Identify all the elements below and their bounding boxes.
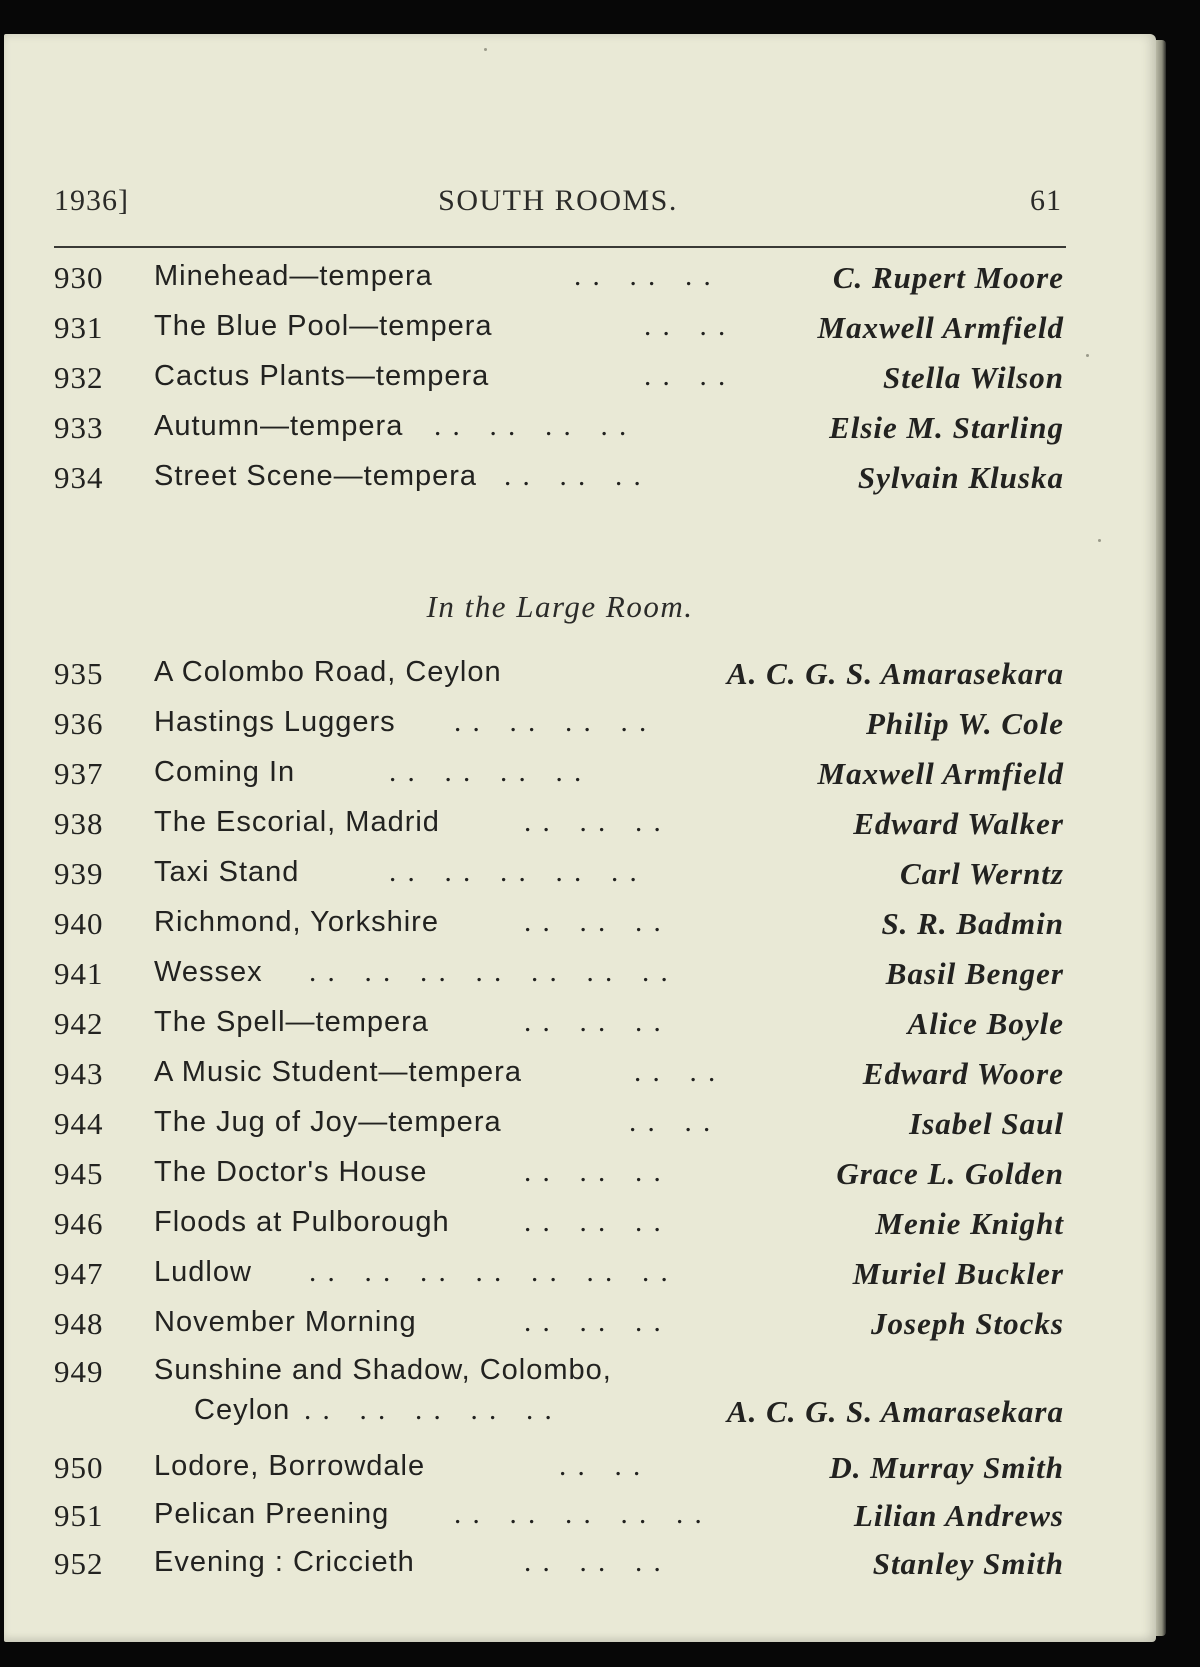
entry-number: 938 bbox=[54, 806, 104, 841]
entry-title: Street Scene—tempera bbox=[154, 460, 478, 492]
entry-artist: Philip W. Cole bbox=[865, 706, 1064, 741]
entry-title: Richmond, Yorkshire bbox=[154, 906, 439, 938]
leader-dots: . . . . bbox=[559, 1450, 643, 1482]
catalogue-entry-941 bbox=[54, 956, 1064, 1002]
entry-title: Lodore, Borrowdale bbox=[154, 1450, 426, 1482]
entry-number: 946 bbox=[54, 1206, 104, 1241]
entry-number: 945 bbox=[54, 1156, 104, 1191]
leader-dots: . . . . . . bbox=[574, 260, 713, 292]
leader-dots: . . . . . . bbox=[504, 460, 643, 492]
entry-title: Wessex bbox=[154, 956, 263, 988]
entry-artist: A. C. G. S. Amarasekara bbox=[726, 656, 1064, 691]
entry-artist: D. Murray Smith bbox=[829, 1450, 1064, 1485]
entry-title: The Jug of Joy—tempera bbox=[154, 1106, 502, 1138]
section-heading: In the Large Room. bbox=[426, 589, 694, 624]
entry-number: 930 bbox=[54, 260, 104, 295]
entry-title: The Escorial, Madrid bbox=[154, 806, 440, 838]
entry-number: 950 bbox=[54, 1450, 104, 1485]
header-rule bbox=[54, 246, 1066, 248]
catalogue-entry-951 bbox=[54, 1498, 1064, 1544]
entry-number: 939 bbox=[54, 856, 104, 891]
entry-title: Hastings Luggers bbox=[154, 706, 396, 738]
entry-title: The Doctor's House bbox=[154, 1156, 428, 1188]
entry-artist: Basil Benger bbox=[885, 956, 1064, 991]
leader-dots: . . . . . . bbox=[524, 806, 663, 838]
entry-number: 941 bbox=[54, 956, 104, 991]
catalogue-entry-938 bbox=[54, 806, 1064, 852]
entry-number: 934 bbox=[54, 460, 104, 495]
page-edge bbox=[1156, 40, 1166, 1636]
catalogue-entry-936 bbox=[54, 706, 1064, 752]
leader-dots: . . . . bbox=[629, 1106, 713, 1138]
entry-number: 937 bbox=[54, 756, 104, 791]
leader-dots: . . . . . . bbox=[524, 906, 663, 938]
entry-number: 943 bbox=[54, 1056, 104, 1091]
entry-number: 942 bbox=[54, 1006, 104, 1041]
entry-title: Autumn—tempera bbox=[154, 410, 404, 442]
entry-title: Coming In bbox=[154, 756, 296, 788]
entry-artist: Elsie M. Starling bbox=[829, 410, 1064, 445]
leader-dots: . . . . bbox=[634, 1056, 718, 1088]
leader-dots: . . . . . . . . bbox=[389, 756, 584, 788]
entry-artist: S. R. Badmin bbox=[881, 906, 1064, 941]
entry-title: Taxi Stand bbox=[154, 856, 300, 888]
catalogue-entry-942 bbox=[54, 1006, 1064, 1052]
entry-title: The Spell—tempera bbox=[154, 1006, 429, 1038]
entry-number: 944 bbox=[54, 1106, 104, 1141]
entry-artist: Stella Wilson bbox=[883, 360, 1064, 395]
entry-number: 949 bbox=[54, 1354, 104, 1389]
entry-artist: Joseph Stocks bbox=[871, 1306, 1064, 1341]
entry-artist: Menie Knight bbox=[875, 1206, 1064, 1241]
leader-dots: . . . . bbox=[644, 310, 728, 342]
paper-speck bbox=[1098, 539, 1101, 542]
leader-dots: . . . . . . bbox=[524, 1306, 663, 1338]
entry-title: Cactus Plants—tempera bbox=[154, 360, 490, 392]
catalogue-entry-939 bbox=[54, 856, 1064, 902]
header-year: 1936] bbox=[54, 184, 129, 217]
catalogue-entry-947 bbox=[54, 1256, 1064, 1302]
entry-title: Sunshine and Shadow, Colombo, bbox=[154, 1354, 612, 1386]
catalogue-entry-935 bbox=[54, 656, 1064, 702]
entry-number: 933 bbox=[54, 410, 104, 445]
catalogue-entry-937 bbox=[54, 756, 1064, 802]
entry-artist: Alice Boyle bbox=[907, 1006, 1064, 1041]
entry-artist: C. Rupert Moore bbox=[832, 260, 1064, 295]
catalogue-entry-945 bbox=[54, 1156, 1064, 1202]
catalogue-entry-952 bbox=[54, 1546, 1064, 1592]
paper-speck bbox=[1086, 354, 1089, 357]
entry-artist: Isabel Saul bbox=[909, 1106, 1064, 1141]
entry-title: A Colombo Road, Ceylon bbox=[154, 656, 502, 688]
entry-number: 947 bbox=[54, 1256, 104, 1291]
entry-title-continued: Ceylon bbox=[194, 1394, 291, 1426]
leader-dots: . . . . . . . . . . bbox=[454, 1498, 704, 1530]
entry-number: 935 bbox=[54, 656, 104, 691]
catalogue-entry-944 bbox=[54, 1106, 1064, 1152]
entry-title: Pelican Preening bbox=[154, 1498, 390, 1530]
entry-artist: Grace L. Golden bbox=[836, 1156, 1064, 1191]
catalogue-entry-943 bbox=[54, 1056, 1064, 1102]
entry-title: Minehead—tempera bbox=[154, 260, 433, 292]
catalogue-entry-948 bbox=[54, 1306, 1064, 1352]
entry-artist: Lilian Andrews bbox=[853, 1498, 1064, 1533]
entry-title: The Blue Pool—tempera bbox=[154, 310, 493, 342]
entry-artist: Maxwell Armfield bbox=[817, 310, 1064, 345]
entry-number: 948 bbox=[54, 1306, 104, 1341]
leader-dots: . . . . . . . . . . bbox=[389, 856, 639, 888]
entry-title: November Morning bbox=[154, 1306, 417, 1338]
catalogue-entry-950 bbox=[54, 1450, 1064, 1496]
leader-dots: . . . . . . . . . . bbox=[304, 1394, 554, 1426]
entry-artist: Maxwell Armfield bbox=[817, 756, 1064, 791]
entry-artist: Muriel Buckler bbox=[852, 1256, 1064, 1291]
leader-dots: . . . . bbox=[644, 360, 728, 392]
entry-title: Ludlow bbox=[154, 1256, 252, 1288]
catalogue-entry-930 bbox=[54, 260, 1064, 306]
catalogue-entry-932 bbox=[54, 360, 1064, 406]
entry-artist: Edward Woore bbox=[862, 1056, 1064, 1091]
leader-dots: . . . . . . bbox=[524, 1006, 663, 1038]
entry-number: 932 bbox=[54, 360, 104, 395]
entry-number: 951 bbox=[54, 1498, 104, 1533]
entry-number: 940 bbox=[54, 906, 104, 941]
entry-title: Floods at Pulborough bbox=[154, 1206, 450, 1238]
catalogue-entry-946 bbox=[54, 1206, 1064, 1252]
entry-number: 931 bbox=[54, 310, 104, 345]
entry-artist: Stanley Smith bbox=[872, 1546, 1064, 1581]
catalogue-entry-934 bbox=[54, 460, 1064, 506]
catalogue-page bbox=[4, 34, 1156, 1642]
leader-dots: . . . . . . . . bbox=[434, 410, 629, 442]
entry-number: 952 bbox=[54, 1546, 104, 1581]
leader-dots: . . . . . . bbox=[524, 1156, 663, 1188]
entry-artist: Edward Walker bbox=[853, 806, 1064, 841]
entry-artist: Sylvain Kluska bbox=[857, 460, 1064, 495]
paper-speck bbox=[484, 48, 487, 51]
catalogue-entry-933 bbox=[54, 410, 1064, 456]
page-number: 61 bbox=[1030, 184, 1062, 217]
leader-dots: . . . . . . . . . . . . . . bbox=[309, 1256, 670, 1288]
leader-dots: . . . . . . bbox=[524, 1206, 663, 1238]
entry-artist: Carl Werntz bbox=[899, 856, 1064, 891]
entry-title: Evening : Criccieth bbox=[154, 1546, 415, 1578]
leader-dots: . . . . . . bbox=[524, 1546, 663, 1578]
leader-dots: . . . . . . . . . . . . . . bbox=[309, 956, 670, 988]
leader-dots: . . . . . . . . bbox=[454, 706, 649, 738]
entry-artist: A. C. G. S. Amarasekara bbox=[726, 1394, 1064, 1429]
catalogue-entry-949 bbox=[54, 1354, 1064, 1450]
running-header bbox=[54, 184, 1062, 224]
entry-title: A Music Student—tempera bbox=[154, 1056, 522, 1088]
catalogue-entry-931 bbox=[54, 310, 1064, 356]
catalogue-entry-940 bbox=[54, 906, 1064, 952]
header-title: SOUTH ROOMS. bbox=[438, 184, 678, 217]
entry-number: 936 bbox=[54, 706, 104, 741]
